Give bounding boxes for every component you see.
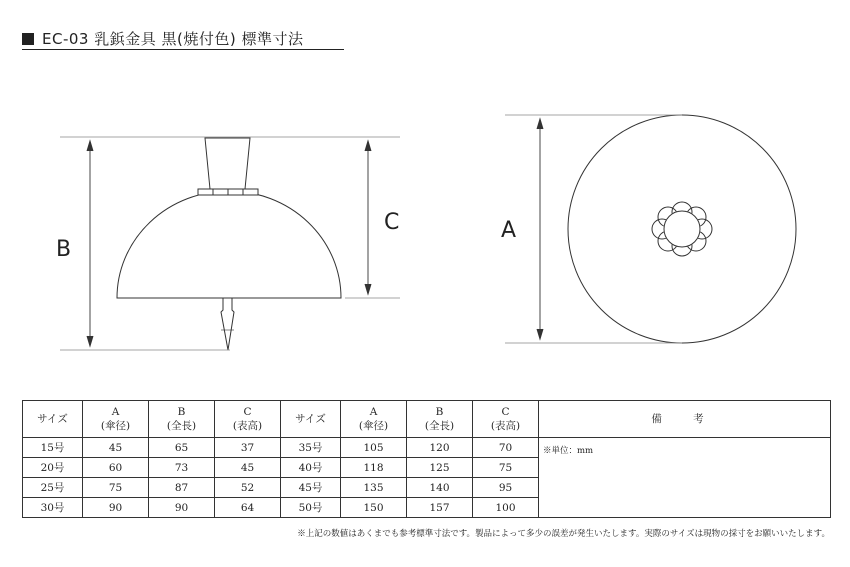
header-a-left: A (傘径) bbox=[83, 401, 149, 438]
cell-a: 135 bbox=[341, 478, 407, 498]
side-view bbox=[60, 137, 400, 350]
cell-size: 20号 bbox=[23, 458, 83, 478]
footnote: ※上記の数値はあくまでも参考標準寸法です。製品によって多少の誤差が発生いたします。実際のサイズは現物の採寸をお願いいたします。 bbox=[297, 529, 830, 539]
cell-a: 118 bbox=[341, 458, 407, 478]
notes-cell: ※単位：mm bbox=[539, 438, 831, 518]
top-cone bbox=[205, 138, 250, 189]
cell-size: 35号 bbox=[281, 438, 341, 458]
cell-b: 120 bbox=[407, 438, 473, 458]
dome-outline bbox=[117, 191, 341, 298]
header-b-right: B (全長) bbox=[407, 401, 473, 438]
cell-b: 125 bbox=[407, 458, 473, 478]
cell-c: 37 bbox=[215, 438, 281, 458]
cell-c: 100 bbox=[473, 498, 539, 518]
header-a-right: A (傘径) bbox=[341, 401, 407, 438]
cell-c: 64 bbox=[215, 498, 281, 518]
cell-a: 75 bbox=[83, 478, 149, 498]
cell-b: 73 bbox=[149, 458, 215, 478]
bottom-spike bbox=[221, 298, 234, 350]
dimension-table bbox=[22, 400, 831, 518]
cell-a: 150 bbox=[341, 498, 407, 518]
flower-center bbox=[652, 202, 712, 256]
header-c-left: C (表高) bbox=[215, 401, 281, 438]
cell-size: 50号 bbox=[281, 498, 341, 518]
header-b-left: B (全長) bbox=[149, 401, 215, 438]
cell-size: 45号 bbox=[281, 478, 341, 498]
label-c: C bbox=[384, 210, 400, 235]
cell-size: 15号 bbox=[23, 438, 83, 458]
header-size-left: サイズ bbox=[23, 401, 83, 438]
header-notes: 備 考 bbox=[539, 401, 831, 438]
cell-c: 45 bbox=[215, 458, 281, 478]
cell-size: 25号 bbox=[23, 478, 83, 498]
page-title-text: EC-03 乳鋲金具 黒(焼付色) 標準寸法 bbox=[42, 30, 304, 48]
table-row bbox=[23, 438, 831, 458]
cell-a: 105 bbox=[341, 438, 407, 458]
cell-size: 30号 bbox=[23, 498, 83, 518]
cell-b: 140 bbox=[407, 478, 473, 498]
cell-c: 52 bbox=[215, 478, 281, 498]
table-header-row bbox=[23, 401, 831, 438]
cell-c: 95 bbox=[473, 478, 539, 498]
cell-a: 60 bbox=[83, 458, 149, 478]
header-c-right: C (表高) bbox=[473, 401, 539, 438]
cell-size: 40号 bbox=[281, 458, 341, 478]
cell-b: 87 bbox=[149, 478, 215, 498]
cell-b: 90 bbox=[149, 498, 215, 518]
label-a: A bbox=[501, 218, 517, 243]
cell-a: 45 bbox=[83, 438, 149, 458]
cell-a: 90 bbox=[83, 498, 149, 518]
header-size-right: サイズ bbox=[281, 401, 341, 438]
cell-c: 75 bbox=[473, 458, 539, 478]
cell-b: 157 bbox=[407, 498, 473, 518]
cell-b: 65 bbox=[149, 438, 215, 458]
cell-c: 70 bbox=[473, 438, 539, 458]
top-view bbox=[505, 115, 796, 343]
label-b: B bbox=[56, 237, 72, 262]
